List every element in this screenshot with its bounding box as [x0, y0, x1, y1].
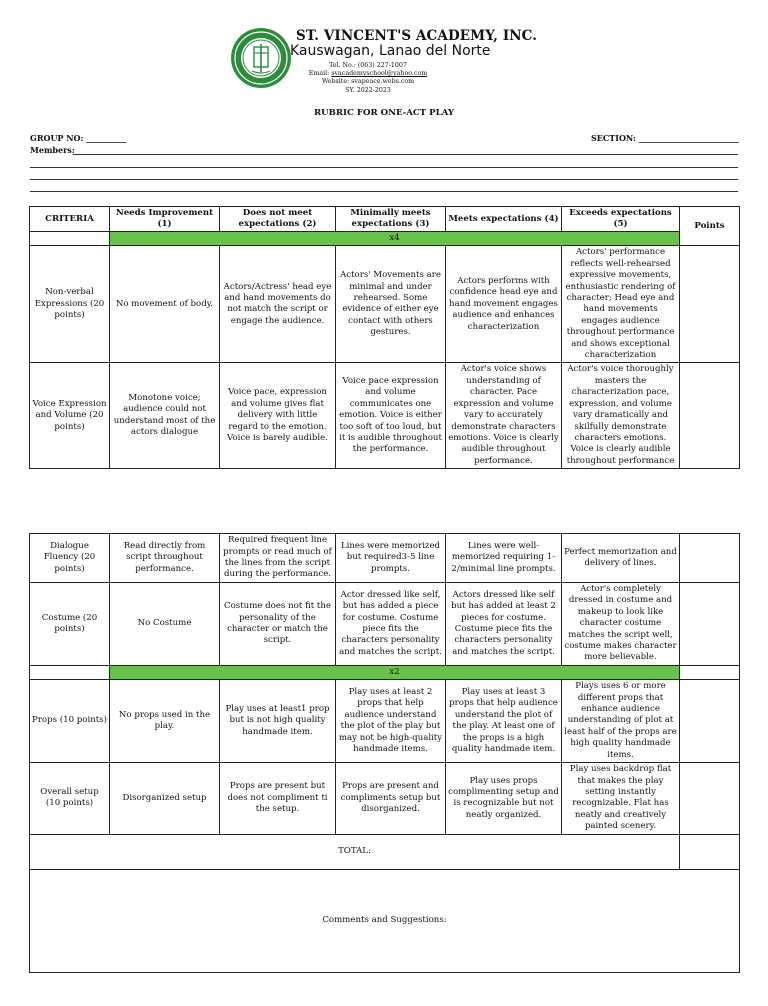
- total-points-cell[interactable]: [680, 834, 740, 869]
- points-cell[interactable]: [680, 680, 740, 763]
- level-2-cell: Voice pace, expression and volume gives flat delivery with little regard to the emotion. Voice is barely audible.: [220, 363, 336, 469]
- level-4-cell: Actors performs with confidence head eye and hand movement engages audience and enhances characterization: [446, 246, 562, 363]
- school-tel: Tel. No.: (063) 227-1007: [329, 62, 407, 69]
- col-exceeds: Exceeds expectations (5): [562, 207, 680, 232]
- school-website: Website: svapeace.webs.com: [321, 78, 415, 85]
- school-seal-icon: [230, 27, 292, 89]
- table-row: [30, 763, 740, 834]
- criteria-cell: Dialogue Fluency (20 points): [30, 534, 110, 583]
- members-line-4: [30, 191, 738, 192]
- table-row: [30, 534, 740, 583]
- points-cell[interactable]: [680, 763, 740, 834]
- level-1-cell: No movement of body.: [110, 246, 220, 363]
- level-4-cell: Actors dressed like self but has added at least 2 pieces for costume. Costume piece fits the characters personality and matches the script.: [446, 583, 562, 666]
- table-row: [30, 363, 740, 469]
- points-cell[interactable]: [680, 534, 740, 583]
- level-3-cell: Props are present and compliments setup but disorganized.: [336, 763, 446, 834]
- members-line-2: [30, 167, 738, 168]
- criteria-cell: Non-verbal Expressions (20 points): [30, 246, 110, 363]
- section-field: SECTION: _________________________: [591, 133, 739, 143]
- level-2-cell: Actors/Actress' head eye and hand movements do not match the script or engage the audience.: [220, 246, 336, 363]
- criteria-cell: Voice Expression and Volume (20 points): [30, 363, 110, 469]
- group-no-field: GROUP NO: __________: [30, 133, 127, 143]
- level-2-cell: Props are present but does not compliment ti the setup.: [220, 763, 336, 834]
- col-meets: Meets expectations (4): [446, 207, 562, 232]
- rubric-table-part-1: [29, 206, 740, 469]
- col-criteria: CRITERIA: [30, 207, 110, 232]
- points-cell[interactable]: [680, 583, 740, 666]
- criteria-cell: Props (10 points): [30, 680, 110, 763]
- members-label: Members:: [30, 145, 75, 155]
- criteria-cell: Costume (20 points): [30, 583, 110, 666]
- level-1-cell: No Costume: [110, 583, 220, 666]
- level-3-cell: Play uses at least 2 props that help audience understand the plot of the play but may not be high-quality handmade items.: [336, 680, 446, 763]
- level-3-cell: Actors' Movements are minimal and under rehearsed. Some evidence of either eye contact with others gestures.: [336, 246, 446, 363]
- school-name: ST. VINCENT'S ACADEMY, INC.: [296, 28, 538, 44]
- total-label: TOTAL:: [30, 834, 680, 869]
- email-label: Email:: [308, 70, 332, 77]
- col-does-not-meet: Does not meet expectations (2): [220, 207, 336, 232]
- table-row: [30, 246, 740, 363]
- table-row: [30, 583, 740, 666]
- level-3-cell: Actor dressed like self, but has added a piece for costume. Costume piece fits the characters personality and matches the script.: [336, 583, 446, 666]
- rubric-table-part-2: [29, 533, 740, 973]
- level-5-cell: Actor's voice thoroughly masters the characterization pace, expression, and volume vary dramatically and skilfully demonstrate characters emotions. Voice is clearly audible throughout performance: [562, 363, 680, 469]
- level-2-cell: Costume does not fit the personality of the character or match the script.: [220, 583, 336, 666]
- comments-row: [30, 869, 740, 972]
- members-line-1: [73, 154, 738, 155]
- school-year: SY. 2022-2023: [345, 87, 391, 94]
- level-4-cell: Lines were well-memorized requiring 1-2/minimal line prompts.: [446, 534, 562, 583]
- comments-label: Comments and Suggestions:: [322, 914, 447, 925]
- email-link[interactable]: svacademyschool@yahoo.com: [331, 70, 428, 77]
- table-header-row: [30, 207, 740, 232]
- comments-box[interactable]: [30, 869, 740, 972]
- level-5-cell: Play uses backdrop flat that makes the play setting instantly recognizable. Flat has neatly and creatively painted scenery.: [562, 763, 680, 834]
- school-location: Kauswagan, Lanao del Norte: [290, 43, 491, 59]
- multiplier-x2: x2: [110, 665, 680, 679]
- level-2-cell: Required frequent line prompts or read much of the lines from the script during the performance.: [220, 534, 336, 583]
- level-5-cell: Actor's completely dressed in costume and makeup to look like character costume matches the script well, costume makes character more believable.: [562, 583, 680, 666]
- level-5-cell: Plays uses 6 or more different props that enhance audience understanding of plot at least half of the props are high quality handmade items.: [562, 680, 680, 763]
- table-row: [30, 680, 740, 763]
- level-4-cell: Play uses at least 3 props that help audience understand the plot of the play. At least one of the props is a high quality handmade item.: [446, 680, 562, 763]
- level-5-cell: Actors' performance reflects well-rehearsed expressive movements, enthusiastic rendering of character; Head eye and hand movements engages audience throughout performance and shows exceptional characterization: [562, 246, 680, 363]
- level-5-cell: Perfect memorization and delivery of lines.: [562, 534, 680, 583]
- level-1-cell: Read directly from script throughout performance.: [110, 534, 220, 583]
- level-1-cell: No props used in the play.: [110, 680, 220, 763]
- level-2-cell: Play uses at least1 prop but is not high quality handmade item.: [220, 680, 336, 763]
- level-4-cell: Play uses props complimenting setup and is recognizable but not neatly organized.: [446, 763, 562, 834]
- members-line-3: [30, 179, 738, 180]
- level-4-cell: Actor's voice shows understanding of character. Pace expression and volume vary to accurately demonstrate characters emotions. Voice is clearly audible throughout performance.: [446, 363, 562, 469]
- points-cell[interactable]: [680, 363, 740, 469]
- level-3-cell: Voice pace expression and volume communicates one emotion. Voice is either too soft of too loud, but it is audible throughout the performance.: [336, 363, 446, 469]
- col-minimally-meets: Minimally meets expectations (3): [336, 207, 446, 232]
- rubric-title: RUBRIC FOR ONE-ACT PLAY: [313, 108, 454, 118]
- criteria-cell: Overall setup (10 points): [30, 763, 110, 834]
- total-row: [30, 834, 740, 869]
- level-1-cell: Monotone voice; audience could not understand most of the actors dialogue: [110, 363, 220, 469]
- multiplier-x4: x4: [110, 232, 680, 246]
- points-cell[interactable]: [680, 246, 740, 363]
- level-1-cell: Disorganized setup: [110, 763, 220, 834]
- level-3-cell: Lines were memorized but required3-5 line prompts.: [336, 534, 446, 583]
- col-points: Points: [680, 207, 740, 246]
- col-needs-improvement: Needs Improvement (1): [110, 207, 220, 232]
